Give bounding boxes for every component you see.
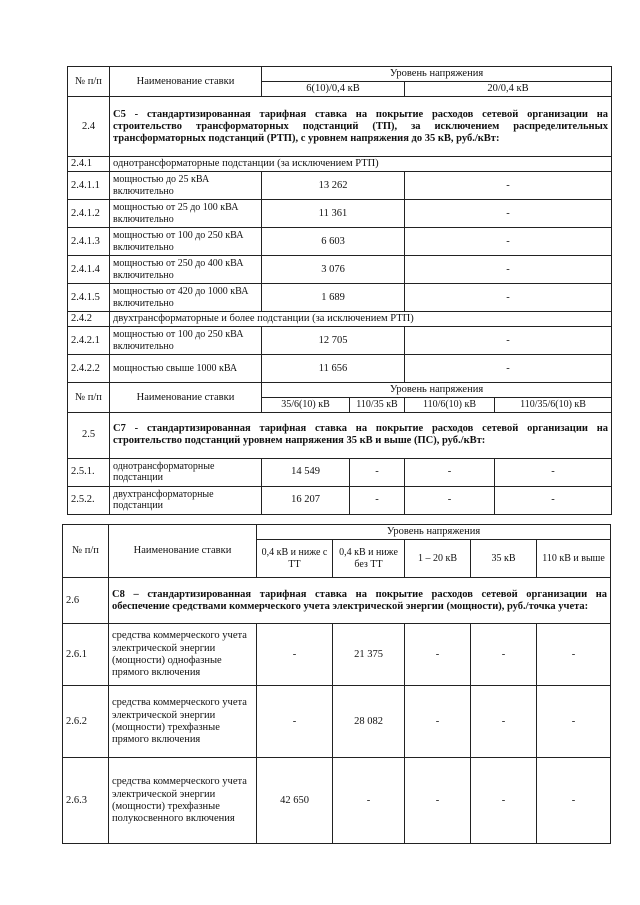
row-num: 2.4.1.1 — [68, 172, 110, 200]
row-num: 2.6.3 — [63, 758, 109, 844]
section-title: С5 - стандартизированная тарифная ставка на покрытие расходов сетевой организации на строительство трансформаторных подстанций (ТП), за исключением распределительных трансформаторных подстанций (РТП), с уровнем напряжения до 35 кВ, руб./кВт: — [110, 97, 612, 157]
header-voltage-col: 0,4 кВ и ниже с ТТ — [257, 540, 333, 578]
group-num: 2.4.1 — [68, 157, 110, 172]
row-value: - — [333, 758, 405, 844]
row-value: 42 650 — [257, 758, 333, 844]
row-value: - — [257, 686, 333, 758]
row-value: - — [405, 200, 612, 228]
row-name: мощностью до 25 кВА включительно — [110, 172, 262, 200]
row-value: - — [495, 458, 612, 486]
row-value: 1 689 — [262, 284, 405, 312]
row-value: - — [471, 624, 537, 686]
row-value: - — [405, 284, 612, 312]
row-value: - — [405, 172, 612, 200]
row-name: мощностью от 250 до 400 кВА включительно — [110, 256, 262, 284]
header-voltage-col: 110 кВ и выше — [537, 540, 611, 578]
row-name: мощностью от 100 до 250 кВА включительно — [110, 228, 262, 256]
header-voltage-level: Уровень напряжения — [257, 525, 611, 540]
header-voltage-level: Уровень напряжения — [262, 67, 612, 82]
row-num: 2.4.1.2 — [68, 200, 110, 228]
group-num: 2.4.2 — [68, 312, 110, 327]
header-voltage-col: 35 кВ — [471, 540, 537, 578]
row-num: 2.5.2. — [68, 486, 110, 514]
row-name: мощностью от 100 до 250 кВА включительно — [110, 327, 262, 355]
header-voltage-col: 110/6(10) кВ — [405, 398, 495, 413]
header-name: Наименование ставки — [109, 525, 257, 578]
row-value: - — [471, 686, 537, 758]
row-value: - — [405, 327, 612, 355]
row-value: - — [537, 758, 611, 844]
row-value: - — [405, 486, 495, 514]
header-voltage-6-10: 6(10)/0,4 кВ — [262, 82, 405, 97]
section-num: 2.6 — [63, 578, 109, 624]
row-num: 2.4.1.3 — [68, 228, 110, 256]
section-title: С8 – стандартизированная тарифная ставка на покрытие расходов сетевой организации на обеспечение средствами коммерческого учета электрической энергии (мощности), руб./точка учета: — [109, 578, 611, 624]
row-name: средства коммерческого учета электрической энергии (мощности) трехфазные прямого включения — [109, 686, 257, 758]
row-value: 11 656 — [262, 355, 405, 383]
row-value: 28 082 — [333, 686, 405, 758]
row-num: 2.4.2.2 — [68, 355, 110, 383]
header-voltage-col: 35/6(10) кВ — [262, 398, 350, 413]
row-num: 2.4.2.1 — [68, 327, 110, 355]
group-label: однотрансформаторные подстанции (за исключением РТП) — [110, 157, 612, 172]
row-name: двухтрансформаторные подстанции — [110, 486, 262, 514]
header-voltage-20: 20/0,4 кВ — [405, 82, 612, 97]
row-value: - — [405, 758, 471, 844]
row-name: средства коммерческого учета электрической энергии (мощности) трехфазные полукосвенного включения — [109, 758, 257, 844]
header-voltage-col: 0,4 кВ и ниже без ТТ — [333, 540, 405, 578]
section-num: 2.4 — [68, 97, 110, 157]
row-value: 12 705 — [262, 327, 405, 355]
row-num: 2.6.2 — [63, 686, 109, 758]
row-name: средства коммерческого учета электрической энергии (мощности) однофазные прямого включения — [109, 624, 257, 686]
row-value: - — [405, 355, 612, 383]
row-value: - — [495, 486, 612, 514]
row-value: - — [350, 486, 405, 514]
row-value: - — [257, 624, 333, 686]
tariff-table-c5-c7 — [67, 66, 612, 515]
header-voltage-level: Уровень напряжения — [262, 383, 612, 398]
row-name: мощностью от 420 до 1000 кВА включительно — [110, 284, 262, 312]
row-value: - — [350, 458, 405, 486]
group-label: двухтрансформаторные и более подстанции (за исключением РТП) — [110, 312, 612, 327]
row-value: 11 361 — [262, 200, 405, 228]
header-name: Наименование ставки — [110, 67, 262, 97]
row-num: 2.4.1.4 — [68, 256, 110, 284]
row-value: - — [405, 686, 471, 758]
section-num: 2.5 — [68, 412, 110, 458]
row-value: 6 603 — [262, 228, 405, 256]
row-num: 2.5.1. — [68, 458, 110, 486]
row-name: однотрансформаторные подстанции — [110, 458, 262, 486]
row-value: 14 549 — [262, 458, 350, 486]
header-num: № п/п — [63, 525, 109, 578]
section-title: С7 - стандартизированная тарифная ставка на покрытие расходов сетевой организации на строительство подстанций уровнем напряжения 35 кВ и выше (ПС), руб./кВт: — [110, 412, 612, 458]
row-num: 2.4.1.5 — [68, 284, 110, 312]
tariff-table-c8 — [62, 524, 611, 844]
header-name: Наименование ставки — [110, 383, 262, 413]
row-value: 16 207 — [262, 486, 350, 514]
row-value: - — [471, 758, 537, 844]
header-num: № п/п — [68, 67, 110, 97]
row-value: - — [405, 458, 495, 486]
row-value: 13 262 — [262, 172, 405, 200]
row-value: - — [405, 624, 471, 686]
header-voltage-col: 1 – 20 кВ — [405, 540, 471, 578]
row-value: - — [405, 228, 612, 256]
header-voltage-col: 110/35 кВ — [350, 398, 405, 413]
row-value: - — [537, 624, 611, 686]
row-name: мощностью от 25 до 100 кВА включительно — [110, 200, 262, 228]
header-num: № п/п — [68, 383, 110, 413]
row-num: 2.6.1 — [63, 624, 109, 686]
row-value: - — [537, 686, 611, 758]
row-value: 3 076 — [262, 256, 405, 284]
row-value: 21 375 — [333, 624, 405, 686]
header-voltage-col: 110/35/6(10) кВ — [495, 398, 612, 413]
row-value: - — [405, 256, 612, 284]
row-name: мощностью свыше 1000 кВА — [110, 355, 262, 383]
